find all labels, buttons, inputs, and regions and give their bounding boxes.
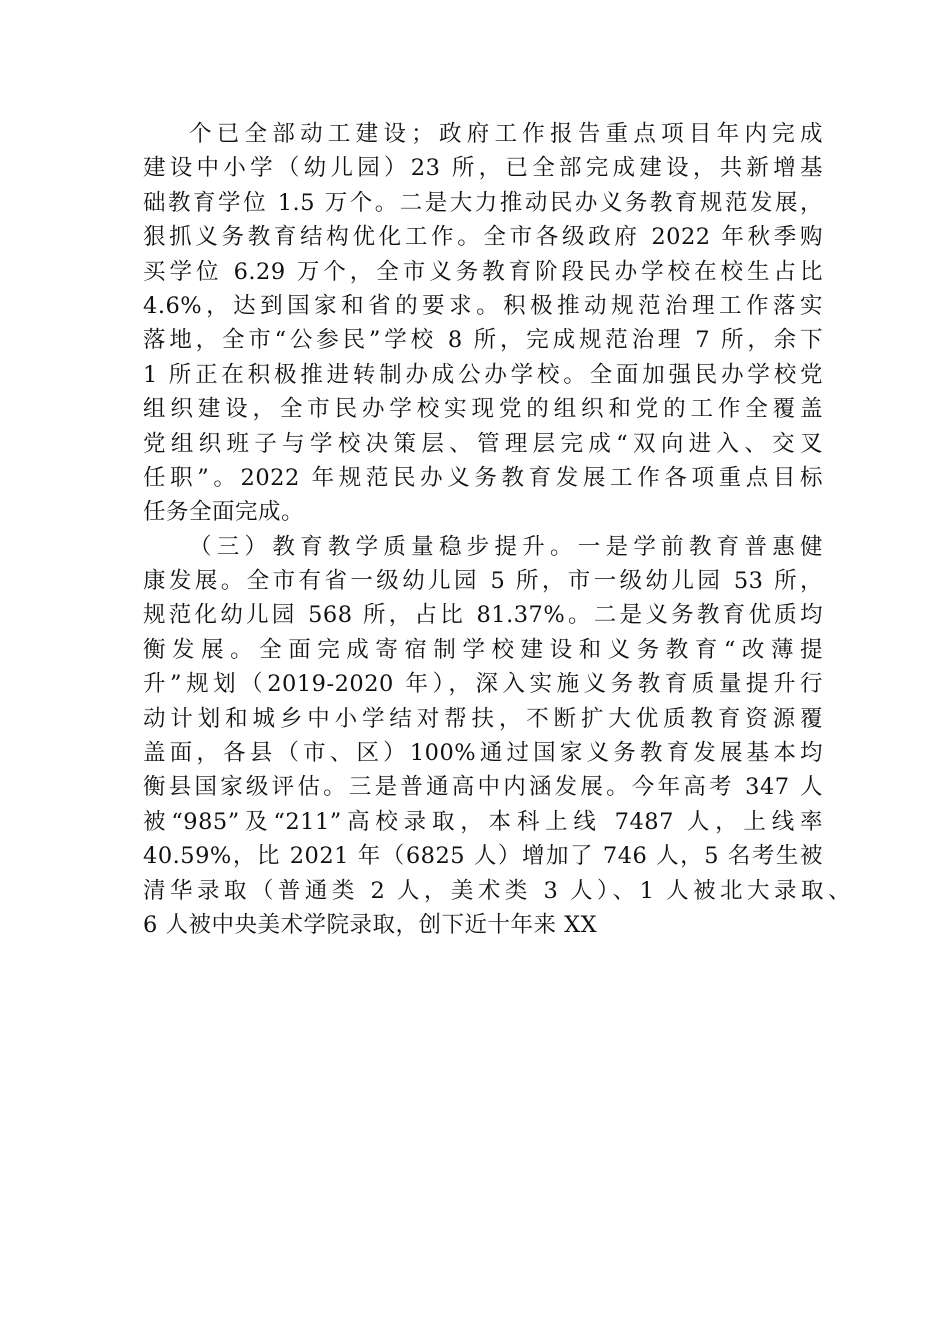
text-line: 衡县国家级评估。三是普通高中内涵发展。今年高考 347 人 — [143, 774, 823, 801]
text-line: 升”规划（2019-2020 年），深入实施义务教育质量提升行 — [143, 671, 823, 698]
text-line: 清华录取（普通类 2 人，美术类 3 人）、1 人被北大录取、 — [143, 877, 851, 904]
text-line: 6 人被中央美术学院录取，创下近十年来 XX — [143, 911, 598, 938]
text-line: 动计划和城乡中小学结对帮扶，不断扩大优质教育资源覆 — [143, 705, 823, 732]
body-text — [143, 117, 851, 942]
text-line: 盖面，各县（市、区）100%通过国家义务教育发展基本均 — [143, 740, 823, 767]
text-line: 衡发展。全面完成寄宿制学校建设和义务教育“改薄提 — [143, 636, 823, 663]
text-line: 康发展。全市有省一级幼儿园 5 所，市一级幼儿园 53 所， — [143, 568, 823, 595]
text-line: 被“985”及“211”高校录取，本科上线 7487 人，上线率 — [143, 808, 823, 835]
text-line: 个已全部动工建设；政府工作报告重点项目年内完成 — [189, 121, 823, 147]
text-line: 党组织班子与学校决策层、管理层完成“双向进入、交叉 — [143, 430, 823, 457]
text-line: 1 所正在积极推进转制办成公办学校。全面加强民办学校党 — [143, 361, 823, 388]
text-line: 买学位 6.29 万个，全市义务教育阶段民办学校在校生占比 — [143, 258, 823, 285]
text-line: 任职”。2022 年规范民办义务教育发展工作各项重点目标 — [143, 464, 823, 491]
text-line: 4.6%，达到国家和省的要求。积极推动规范治理工作落实 — [143, 292, 823, 319]
text-line: 落地，全市“公参民”学校 8 所，完成规范治理 7 所，余下 — [143, 327, 823, 354]
text-line: 任务全面完成。 — [143, 499, 305, 526]
text-line: 40.59%，比 2021 年（6825 人）增加了 746 人，5 名考生被 — [143, 843, 823, 870]
text-line: 规范化幼儿园 568 所，占比 81.37%。二是义务教育优质均 — [143, 602, 823, 629]
text-line: 组织建设，全市民办学校实现党的组织和党的工作全覆盖 — [143, 396, 823, 423]
text-line: 础教育学位 1.5 万个。二是大力推动民办义务教育规范发展， — [143, 189, 823, 216]
text-line: 狠抓义务教育结构优化工作。全市各级政府 2022 年秋季购 — [143, 224, 823, 251]
text-line: 建设中小学（幼儿园）23 所，已全部完成建设，共新增基 — [143, 155, 823, 182]
section-heading-line: （三）教育教学质量稳步提升。一是学前教育普惠健 — [189, 533, 823, 560]
